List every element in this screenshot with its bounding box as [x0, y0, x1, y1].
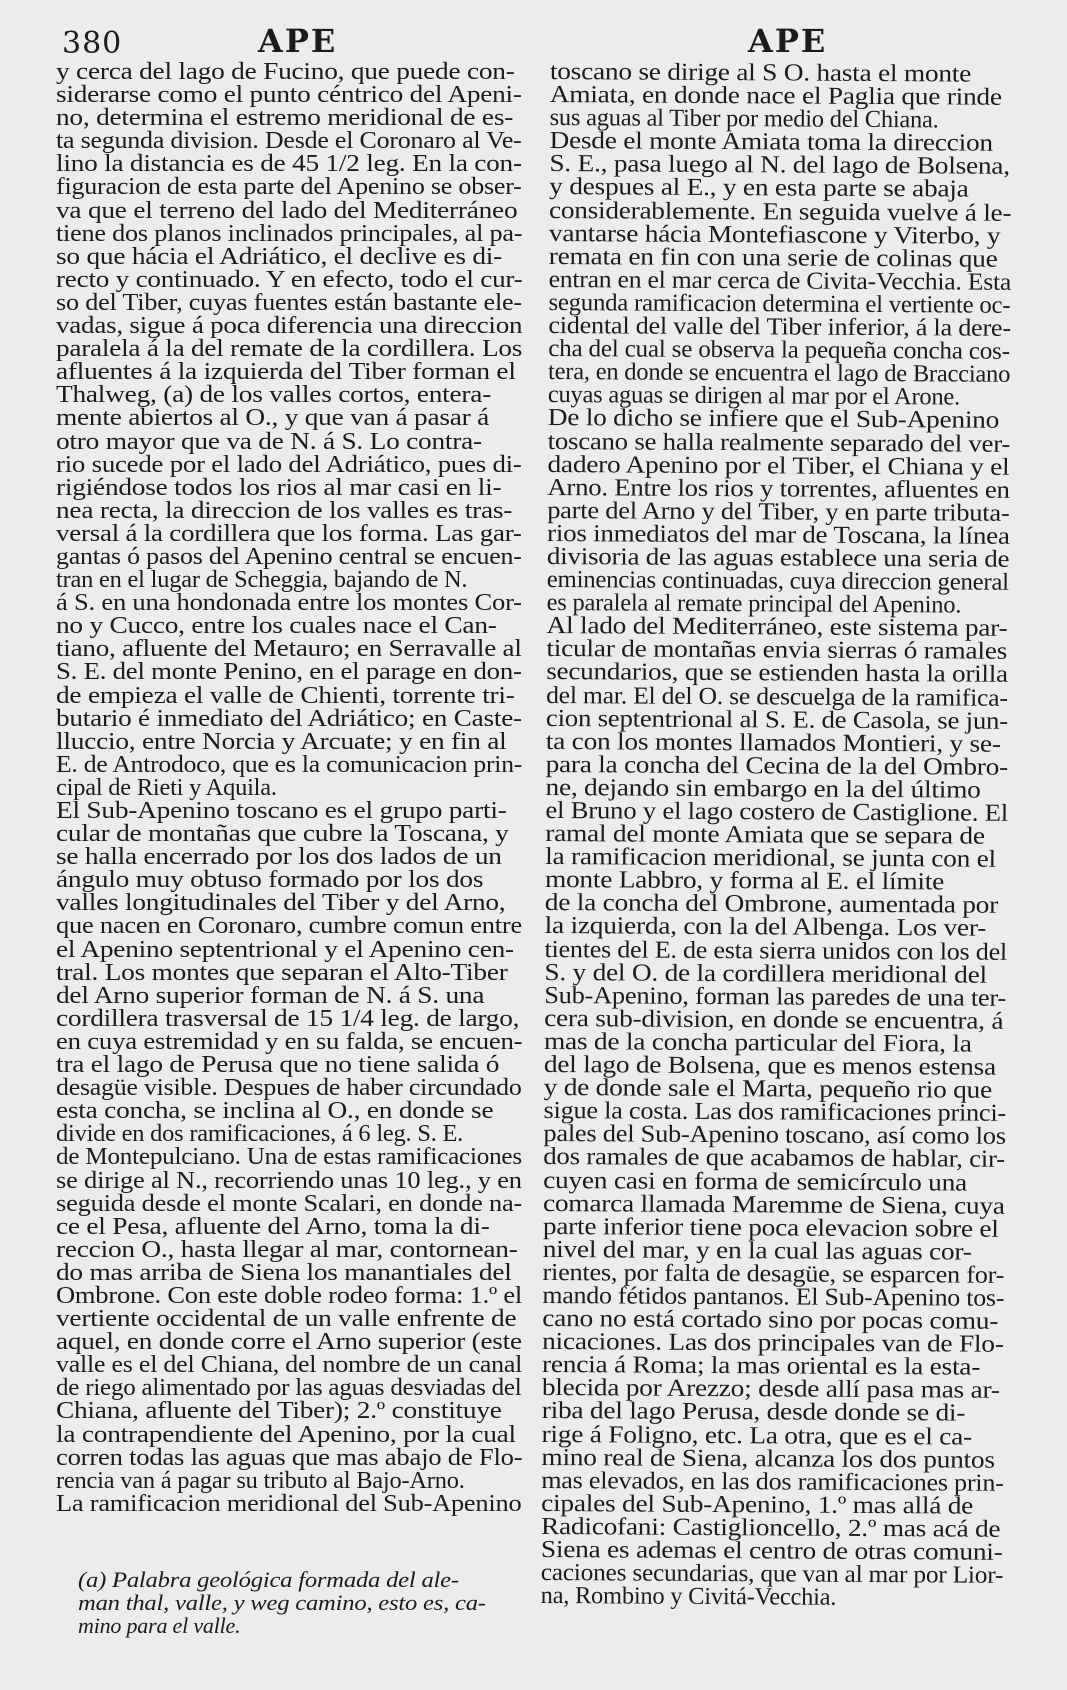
text-line: parte inferior tiene poca elevacion sobre el	[542, 1212, 999, 1243]
text-line: Al lado del Mediterráneo, este sistema par-	[546, 612, 1008, 643]
text-line: Ombrone. Con este doble rodeo forma: 1.º el	[56, 1281, 523, 1309]
text-line: cha del cual se observa la pequeña concha cos-	[548, 335, 1010, 365]
text-line: Sub-Apenino, forman las paredes de una ter-	[544, 981, 1007, 1012]
text-line: que nacen en Coronaro, cumbre comun entre	[56, 912, 522, 940]
text-line: cera sub-division, en donde se encuentra, á	[544, 1004, 1004, 1035]
text-line: reccion O., hasta llegar al mar, contornean-	[56, 1235, 518, 1263]
text-line: paralela á la del remate de la cordillera. Los	[56, 335, 523, 363]
text-line: cular de montañas que cubre la Toscana, y	[56, 820, 509, 848]
left-column	[56, 60, 522, 1515]
text-line: del Arno superior forman de N. á S. una	[56, 981, 485, 1009]
text-line: cuyen casi en forma de semicírculo una	[543, 1166, 968, 1197]
text-line: de Montepulciano. Una de estas ramificaciones	[56, 1143, 522, 1171]
text-line: valles longitudinales del Tiber y del Arno,	[56, 889, 506, 917]
text-line: na, Rombino y Civitá-Vecchia.	[540, 1582, 837, 1611]
text-line: De lo dicho se infiere que el Sub-Apenino	[547, 404, 1000, 435]
text-line: cuyas aguas se dirigen al mar por el Arone.	[547, 381, 961, 411]
text-line: dos ramales de que acabamos de hablar, cir-	[543, 1143, 1006, 1174]
text-line: otro mayor que va de N. á S. Lo contra-	[56, 427, 482, 455]
text-line: eminencias continuadas, cuya direccion general	[546, 566, 1009, 596]
text-line: rios inmediatos del mar de Toscana, la línea	[547, 519, 1010, 550]
text-line: Desde el monte Amiata toma la direccion	[549, 127, 993, 157]
text-line: divisoria de las aguas establece una seria de	[546, 542, 1010, 573]
text-line: cordillera trasversal de 15 1/4 leg. de largo,	[56, 1004, 520, 1032]
text-line: nicaciones. Las dos principales van de Flo-	[542, 1328, 1004, 1358]
text-line: de empieza el valle de Chienti, torrente tri-	[56, 681, 515, 709]
text-line: tiano, afluente del Metauro; en Serravalle al	[56, 635, 522, 663]
text-line: sus aguas al Tiber por medio del Chiana.	[549, 104, 939, 134]
text-line: de la concha del Ombrone, aumentada por	[544, 889, 999, 920]
text-line: lino la distancia es de 45 1/2 leg. En la con-	[56, 150, 522, 178]
text-line: remata en fin con una serie de colinas que	[548, 242, 998, 273]
text-line: nea recta, la direccion de los valles es tras-	[56, 496, 513, 524]
text-line: aquel, en donde corre el Arno superior (este	[56, 1328, 522, 1356]
text-line: comarca llamada Maremme de Siena, cuya	[542, 1189, 1005, 1220]
text-line: Thalweg, (a) de los valles cortos, entera-	[56, 381, 492, 409]
text-line: rencia á Roma; la mas oriental es la esta-	[541, 1351, 981, 1381]
text-line: va que el terreno del lado del Mediterráneo	[56, 196, 518, 224]
text-line: so que hácia el Adriático, el declive es di-	[56, 242, 503, 270]
page-number: 380	[62, 26, 123, 61]
text-line: vadas, sigue á poca diferencia una direccion	[56, 312, 523, 340]
text-line: afluentes á la izquierda del Tiber forman el	[56, 358, 516, 386]
text-line: monte Labbro, y forma al E. el límite	[544, 866, 945, 896]
text-line: El Sub-Apenino toscano es el grupo parti-	[56, 797, 507, 824]
text-line: se dirige al N., recorriendo unas 10 leg., y en	[56, 1166, 522, 1194]
text-line: valle es el del Chiana, del nombre de un canal	[56, 1351, 523, 1379]
text-line: cano no está cortado sino por pocas comu-	[542, 1305, 999, 1335]
text-line: no y Cucco, entre los cuales nace el Can-	[56, 612, 497, 640]
text-line: cion septentrional al S. E. de Casola, se jun-	[545, 704, 1008, 735]
text-line: para la concha del Cecina de la del Ombro-	[545, 750, 1008, 781]
text-line: cidental del valle del Tiber inferior, á la dere-	[548, 312, 1011, 342]
text-line: Siena es ademas el centro de otras comuni-	[540, 1535, 1003, 1566]
text-line: Amiata, en donde nace el Paglia que rinde	[549, 81, 1002, 111]
running-head-left: APE	[258, 22, 338, 60]
text-line: es paralela al remate principal del Apenino.	[546, 589, 962, 619]
text-line: toscano se halla realmente separado del ver-	[547, 427, 1011, 458]
text-line: mino real de Siena, alcanza los dos puntos	[541, 1443, 995, 1474]
text-line: rientes, por falta de desagüe, se esparcen for-	[542, 1258, 1005, 1289]
text-line: no, determina el estremo meridional de es-	[56, 104, 514, 132]
text-line: versal á la cordillera que los forma. Las gar-	[56, 519, 522, 547]
text-line: parte del Arno y del Tiber, y en parte tributa-	[547, 496, 1010, 527]
footnote	[78, 1568, 518, 1637]
text-line: recto y continuado. Y en efecto, todo el cur-	[56, 265, 523, 293]
text-line: la ramificacion meridional, se junta con el	[545, 843, 997, 873]
text-line: ta segunda division. Desde el Coronaro al Ve-	[56, 127, 522, 155]
text-line: tral. Los montes que separan el Alto-Tiber	[56, 958, 508, 986]
text-line: rige á Foligno, etc. La otra, que es el ca-	[541, 1420, 972, 1451]
text-line: cipal de Rieti y Aquila.	[56, 773, 277, 801]
text-line: rio sucede por el lado del Adriático, pues di-	[56, 450, 522, 478]
text-line: so del Tiber, cuyas fuentes están bastante ele-	[56, 288, 522, 316]
text-line: ne, dejando sin embargo en la del último	[545, 773, 981, 804]
text-line: riba del lago Perusa, desde donde se di-	[541, 1397, 966, 1427]
text-line: tientes del E. de esta sierra unidos con los del	[544, 935, 1008, 966]
text-line: (a) Palabra geológica formada del ale-	[78, 1567, 459, 1592]
text-line: La ramificacion meridional del Sub-Apenino	[56, 1489, 522, 1517]
text-line: mas de la concha particular del Fiora, la	[543, 1027, 972, 1058]
text-line: ce el Pesa, afluente del Arno, toma la di-	[56, 1212, 490, 1240]
text-line: dadero Apenino por el Tiber, el Chiana y el	[547, 450, 1010, 481]
text-line: nivel del mar, y en la cual las aguas cor-	[542, 1235, 972, 1266]
text-line: man thal, valle, y weg camino, esto es, ca-	[78, 1590, 486, 1615]
text-line: vantarse hácia Montefiascone y Viterbo, y	[548, 219, 1001, 250]
text-line: E. de Antrodoco, que es la comunicacion prin-	[56, 750, 523, 778]
text-line: cipales del Sub-Apenino, 1.º mas allá de	[541, 1489, 974, 1520]
text-line: á S. en una hondonada entre los montes Cor-	[56, 589, 522, 617]
text-line: rigiéndose todos los rios al mar casi en li-	[56, 473, 502, 501]
text-line: se halla encerrado por los dos lados de un	[56, 843, 502, 871]
text-line: mino para el valle.	[78, 1613, 241, 1638]
text-line: tiene dos planos inclinados principales, al pa-	[56, 219, 523, 247]
text-line: Chiana, afluente del Tiber); 2.º constituye	[56, 1397, 502, 1425]
text-line: S. E. del monte Penino, en el parage en don-	[56, 658, 522, 686]
text-line: blecida por Arezzo; desde allí pasa mas ar-	[541, 1374, 1000, 1405]
text-line: del mar. El del O. se descuelga de la ramifica-	[546, 681, 1008, 712]
text-line: corren todas las aguas que mas abajo de Flo-	[56, 1443, 523, 1471]
text-line: caciones secundarias, que van al mar por Lior-	[540, 1559, 1004, 1589]
text-line: seguida desde el monte Scalari, en donde na-	[56, 1189, 523, 1217]
text-line: segunda ramificacion determina el vertiente oc-	[548, 288, 1011, 319]
text-line: ta con los montes llamados Montieri, y se-	[545, 727, 1001, 758]
text-line: y despues al E., y en esta parte se abaja	[549, 173, 969, 204]
text-line: y de donde sale el Marta, pequeño rio que	[543, 1074, 993, 1104]
text-line: Arno. Entre los rios y torrentes, afluentes en	[547, 473, 1010, 504]
text-line: lluccio, entre Norcia y Arcuate; y en fin al	[56, 727, 507, 755]
text-line: divide en dos ramificaciones, á 6 leg. S. E.	[56, 1120, 464, 1148]
text-line: vertiente occidental de un valle enfrente de	[56, 1305, 517, 1333]
text-line: y cerca del lago de Fucino, que puede con-	[56, 58, 515, 85]
text-line: figuracion de esta parte del Apenino se obser-	[56, 173, 522, 201]
text-line: entran en el mar cerca de Civita-Vecchia. Esta	[548, 265, 1012, 296]
text-line: tran en el lugar de Scheggia, bajando de N.	[56, 566, 468, 594]
text-line: S. y del O. de la cordillera meridional del	[544, 958, 987, 989]
text-line: esta concha, se inclina al O., en donde se	[56, 1097, 494, 1125]
text-line: ángulo muy obtuso formado por los dos	[56, 866, 484, 894]
text-line: do mas arriba de Siena los manantiales del	[56, 1258, 512, 1286]
text-line: Radicofani: Castiglioncello, 2.º mas acá de	[540, 1512, 1001, 1543]
text-line: tera, en donde se encuentra el lago de Bracciano	[548, 358, 1011, 389]
running-head-right: APE	[748, 22, 828, 60]
text-line: de riego alimentado por las aguas desviadas del	[56, 1374, 522, 1402]
text-line: mas elevados, en las dos ramificaciones prin-	[541, 1466, 1004, 1497]
text-line: la contrapendiente del Apenino, por la cual	[56, 1420, 516, 1448]
text-line: el Bruno y el lago costero de Castiglione. El	[545, 796, 1009, 827]
text-line: toscano se dirige al S O. hasta el monte	[549, 58, 972, 88]
text-line: secundarios, que se estienden hasta la orilla	[546, 658, 1008, 689]
text-line: tra el lago de Perusa que no tiene salida ó	[56, 1051, 500, 1079]
text-line: desagüe visible. Despues de haber circundado	[56, 1074, 522, 1102]
text-line: mente abiertos al O., y que van á pasar á	[56, 404, 490, 432]
text-line: ramal del monte Amiata que se separa de	[545, 820, 985, 850]
text-line: considerablemente. En seguida vuelve á le-	[549, 196, 1012, 227]
text-line: mando fétidos pantanos. El Sub-Apenino tos-	[542, 1281, 1005, 1312]
text-line: ticular de montañas envia sierras ó ramales	[546, 635, 1008, 666]
text-line: rencia van á pagar su tributo al Bajo-Arno.	[56, 1466, 465, 1494]
text-line: del lago de Bolsena, que es menos estensa	[543, 1051, 996, 1081]
text-line: el Apenino septentrional y el Apenino cen-	[56, 935, 514, 963]
text-line: siderarse como el punto céntrico del Apeni-	[56, 81, 522, 109]
text-line: S. E., pasa luego al N. del lago de Bolsena,	[549, 150, 1010, 181]
text-line: la izquierda, con la del Albenga. Los ver-	[544, 912, 987, 943]
text-line: en cuya estremidad y en su falda, se encuen-	[56, 1027, 523, 1055]
text-line: sigue la costa. Las dos ramificaciones princi-	[543, 1097, 1007, 1128]
text-line: gantas ó pasos del Apenino central se encuen-	[56, 542, 522, 570]
text-line: pales del Sub-Apenino toscano, así como los	[543, 1120, 1006, 1151]
right-column	[541, 60, 1020, 1610]
text-line: butario é inmediato del Adriático; en Caste-	[56, 704, 522, 732]
